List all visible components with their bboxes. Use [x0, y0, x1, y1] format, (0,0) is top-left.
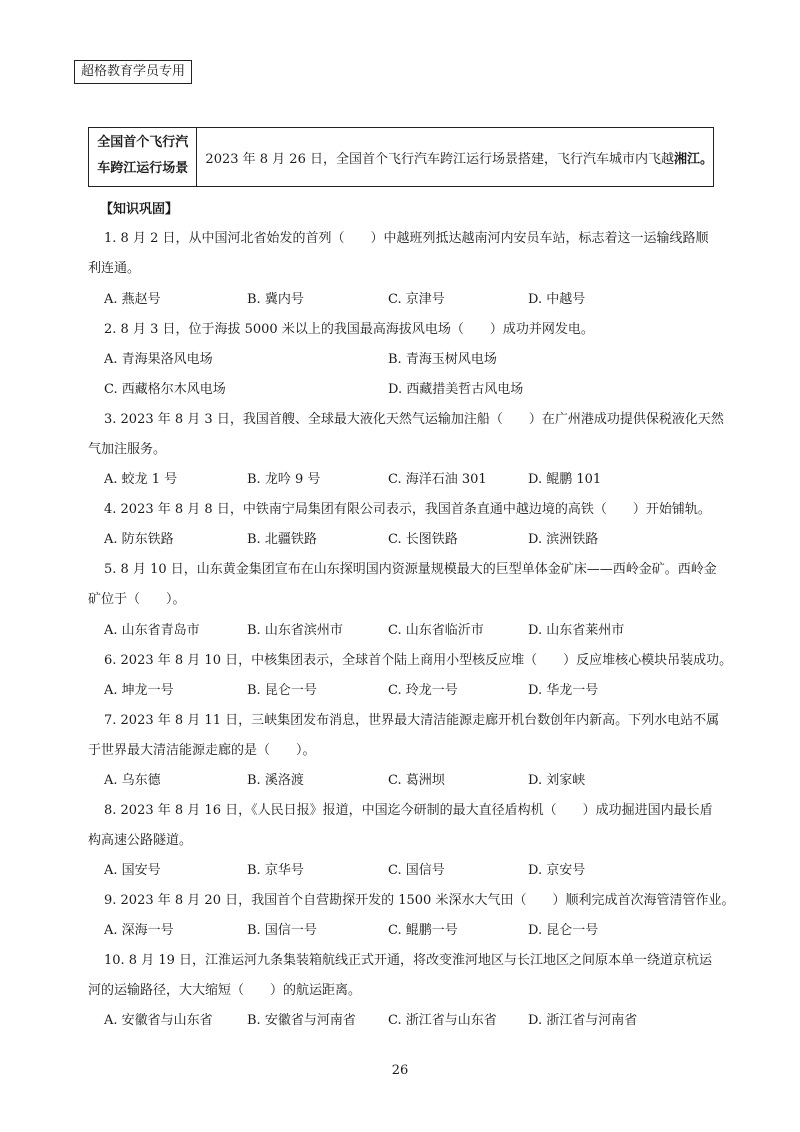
question-10-option-d: D. 浙江省与河南省: [528, 1013, 638, 1028]
question-7-option-c: C. 葛洲坝: [388, 773, 445, 788]
feature-box-text-bold: 湘江。: [673, 151, 713, 167]
question-7-option-d: D. 刘家峡: [528, 773, 586, 788]
question-7-option-b: B. 溪洛渡: [247, 773, 304, 788]
question-4-option-a: A. 防东铁路: [104, 532, 174, 547]
question-1-options: [104, 288, 724, 308]
question-9-option-b: B. 国信一号: [247, 923, 317, 938]
question-2-option-a: A. 青海果洛风电场: [104, 352, 213, 367]
question-4-option-d: D. 滨洲铁路: [528, 532, 599, 547]
question-4-option-c: C. 长图铁路: [388, 532, 458, 547]
section-title: 【知识巩固】: [100, 202, 179, 217]
question-6-options: [104, 679, 724, 699]
question-3-option-d: D. 鲲鹏 101: [528, 472, 602, 487]
question-3-option-b: B. 龙吟 9 号: [247, 472, 321, 487]
question-3-options: [104, 468, 724, 488]
question-3-line2: 气加注服务。: [88, 442, 167, 457]
question-5-option-d: D. 山东省莱州市: [528, 623, 625, 638]
question-1-option-c: C. 京津号: [388, 292, 445, 307]
question-5-line1: 5. 8 月 10 日，山东黄金集团宣布在山东探明国内资源量规模最大的巨型单体金矿床——西岭金矿。西岭金: [104, 562, 717, 577]
question-9-option-d: D. 昆仑一号: [528, 923, 599, 938]
question-2-option-c: C. 西藏格尔木风电场: [104, 382, 226, 397]
question-10-line2: 河的运输路径，大大缩短（ ）的航运距离。: [88, 983, 362, 998]
question-10-option-b: B. 安徽省与河南省: [247, 1013, 356, 1028]
header-label: 超格教育学员专用: [74, 60, 192, 84]
question-5-option-c: C. 山东省临沂市: [388, 623, 484, 638]
question-5-option-a: A. 山东省青岛市: [104, 623, 200, 638]
question-7-option-a: A. 乌东德: [104, 773, 161, 788]
question-2-option-d: D. 西藏措美哲古风电场: [388, 382, 524, 397]
question-5-options: [104, 619, 724, 639]
question-2-line1: 2. 8 月 3 日，位于海拔 5000 米以上的我国最高海拔风电场（ ）成功并网发电。: [104, 322, 594, 337]
question-8-option-c: C. 国信号: [388, 863, 445, 878]
question-9-options: [104, 919, 724, 939]
question-8-options: [104, 859, 724, 879]
feature-box-text-normal: 2023 年 8 月 26 日，全国首个飞行汽车跨江运行场景搭建，飞行汽车城市内飞越: [205, 151, 674, 167]
question-3-option-a: A. 蛟龙 1 号: [104, 472, 178, 487]
question-8-option-b: B. 京华号: [247, 863, 304, 878]
question-2-options-row2: [104, 378, 724, 398]
question-4-option-b: B. 北疆铁路: [247, 532, 317, 547]
question-1-option-a: A. 燕赵号: [104, 292, 161, 307]
question-5-line2: 矿位于（ ）。: [88, 592, 186, 607]
question-1-option-b: B. 冀内号: [247, 292, 304, 307]
question-7-line1: 7. 2023 年 8 月 11 日，三峡集团发布消息，世界最大清洁能源走廊开机台数创年内新高。下列水电站不属: [104, 713, 720, 728]
question-9-line1: 9. 2023 年 8 月 20 日，我国首个自营勘探开发的 1500 米深水大气田（ ）顺利完成首次海管清管作业。: [104, 893, 735, 908]
question-1-option-d: D. 中越号: [528, 292, 586, 307]
question-10-line1: 10. 8 月 19 日，江淮运河九条集装箱航线正式开通，将改变淮河地区与长江地区之间原本单一绕道京杭运: [104, 953, 713, 968]
feature-box-title-line2: 车跨江运行场景: [97, 161, 189, 176]
question-8-option-a: A. 国安号: [104, 863, 161, 878]
question-3-line1: 3. 2023 年 8 月 3 日，我国首艘、全球最大液化天然气运输加注船（ ）在广州港成功提供保税液化天然: [104, 412, 724, 427]
question-8-option-d: D. 京安号: [528, 863, 586, 878]
question-6-option-c: C. 玲龙一号: [388, 683, 458, 698]
question-7-options: [104, 769, 724, 789]
question-10-option-a: A. 安徽省与山东省: [104, 1013, 213, 1028]
feature-box: [88, 127, 714, 187]
question-1-line2: 利连通。: [88, 261, 141, 276]
question-8-line1: 8. 2023 年 8 月 16 日，《人民日报》报道，中国迄今研制的最大直径盾构机（ ）成功掘进国内最长盾: [104, 803, 713, 818]
question-3-option-c: C. 海洋石油 301: [388, 472, 487, 487]
question-6-option-d: D. 华龙一号: [528, 683, 599, 698]
question-2-options: [104, 348, 724, 368]
question-9-option-c: C. 鲲鹏一号: [388, 923, 458, 938]
question-10-option-c: C. 浙江省与山东省: [388, 1013, 497, 1028]
question-7-line2: 于世界最大清洁能源走廊的是（ ）。: [88, 743, 316, 758]
question-6-option-b: B. 昆仑一号: [247, 683, 317, 698]
feature-box-title-line1: 全国首个飞行汽: [97, 135, 189, 150]
question-4-options: [104, 528, 724, 548]
question-6-option-a: A. 坤龙一号: [104, 683, 174, 698]
page-number: 26: [391, 1063, 409, 1078]
feature-box-title: [89, 128, 197, 186]
question-10-options: [104, 1009, 724, 1029]
question-8-line2: 构高速公路隧道。: [88, 833, 193, 848]
feature-box-text: [197, 128, 713, 186]
question-1-line1: 1. 8 月 2 日，从中国河北省始发的首列（ ）中越班列抵达越南河内安员车站，标志着这一运输线路顺: [104, 231, 709, 246]
question-2-option-b: B. 青海玉树风电场: [388, 352, 497, 367]
question-5-option-b: B. 山东省滨州市: [247, 623, 343, 638]
question-6-line1: 6. 2023 年 8 月 10 日，中核集团表示，全球首个陆上商用小型核反应堆（ ）反应堆核心模块吊装成功。: [104, 653, 733, 668]
question-9-option-a: A. 深海一号: [104, 923, 174, 938]
question-4-line1: 4. 2023 年 8 月 8 日，中铁南宁局集团有限公司表示，我国首条直通中越边境的高铁（ ）开始铺轨。: [104, 502, 711, 517]
